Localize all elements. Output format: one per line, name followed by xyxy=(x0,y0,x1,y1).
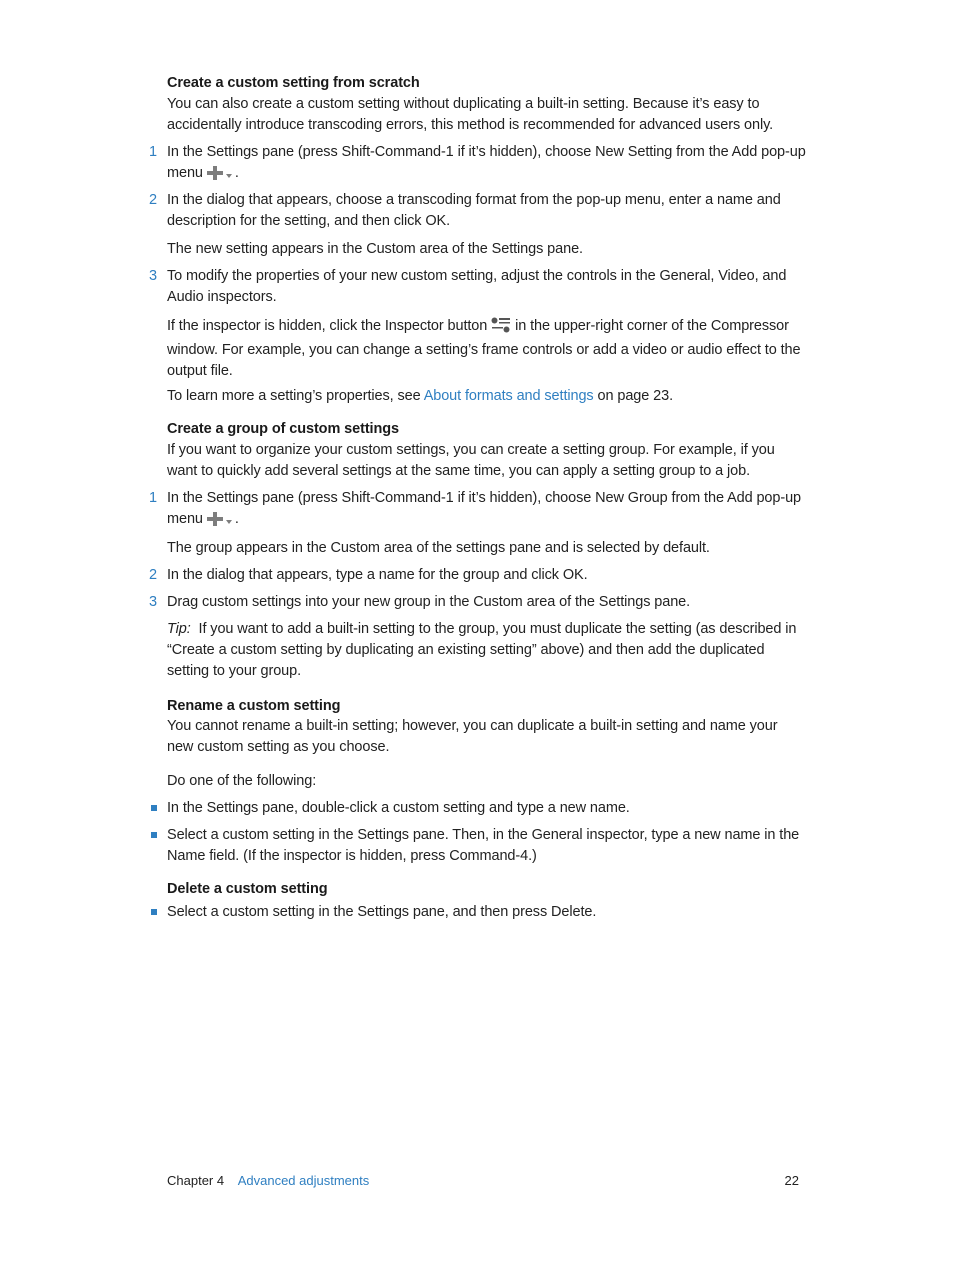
step-note xyxy=(167,316,807,382)
tip-label: Tip: xyxy=(167,621,191,637)
section-heading-rename: Rename a custom setting xyxy=(167,698,341,714)
learn-more-text: To learn more a setting’s properties, see xyxy=(167,388,421,404)
section-intro-group: If you want to organize your custom settings, you can create a setting group. For example, if you want to quickly add several settings at the same time, you can apply a setting group to a job. xyxy=(167,442,775,479)
bullet-marker xyxy=(151,909,157,915)
step-text-end: . xyxy=(234,511,239,527)
step-text: In the dialog that appears, choose a transcoding format from the pop-up menu, enter a name and description for the setting, and then click OK. xyxy=(167,192,781,229)
inspector-button-icon xyxy=(491,317,511,340)
bullet-text: Select a custom setting in the Settings pane. Then, in the General inspector, type a new name in the Name field. (If the inspector is hidden, press Command-4.) xyxy=(167,827,800,864)
step-number: 2 xyxy=(149,567,158,583)
section-intro-rename: You cannot rename a built-in setting; however, you can duplicate a built-in setting and name your new custom setting as you choose. xyxy=(167,718,778,755)
page-number: 22 xyxy=(784,1173,799,1188)
step-text xyxy=(167,142,807,187)
bullet-text: Select a custom setting in the Settings pane, and then press Delete. xyxy=(167,904,597,920)
step-number: 3 xyxy=(149,594,158,610)
add-popup-menu-icon xyxy=(207,512,235,533)
add-popup-menu-icon xyxy=(207,166,235,187)
bullet-marker xyxy=(151,832,157,838)
step-number: 3 xyxy=(149,268,158,284)
step-note: The group appears in the Custom area of the settings pane and is selected by default. xyxy=(167,540,710,556)
step-note-part: If the inspector is hidden, click the Inspector button xyxy=(167,318,488,334)
bullet-marker xyxy=(151,805,157,811)
step-text: In the dialog that appears, type a name for the group and click OK. xyxy=(167,567,588,583)
section-heading-scratch: Create a custom setting from scratch xyxy=(167,75,420,91)
bullet-text: In the Settings pane, double-click a custom setting and type a new name. xyxy=(167,800,630,816)
step-text-end: . xyxy=(234,165,239,181)
step-text-part: In the Settings pane (press Shift-Command-1 if it’s hidden), choose New Setting from the Add pop-up menu xyxy=(167,144,806,181)
page-footer xyxy=(167,1172,799,1190)
about-formats-link[interactable]: About formats and settings xyxy=(423,388,594,404)
learn-more-page: on page 23. xyxy=(597,388,674,404)
step-text: To modify the properties of your new custom setting, adjust the controls in the General, Video, and Audio inspectors. xyxy=(167,268,787,305)
tip-text: If you want to add a built-in setting to the group, you must duplicate the setting (as described in “Create a custom setting by duplicating an existing setting” above) and then add the duplicated setting to your group. xyxy=(167,621,797,679)
lead-text: Do one of the following: xyxy=(167,773,317,789)
step-number: 1 xyxy=(149,490,158,506)
step-text xyxy=(167,488,807,533)
step-text-part: In the Settings pane (press Shift-Command-1 if it’s hidden), choose New Group from the Add pop-up menu xyxy=(167,490,802,527)
step-number: 1 xyxy=(149,144,158,160)
section-heading-delete: Delete a custom setting xyxy=(167,881,328,897)
tip-paragraph xyxy=(167,619,807,682)
footer-chapter-title-link[interactable]: Advanced adjustments xyxy=(237,1173,370,1188)
learn-more xyxy=(167,386,807,407)
footer-chapter: Chapter 4 xyxy=(167,1173,225,1188)
section-heading-group: Create a group of custom settings xyxy=(167,421,399,437)
step-text: Drag custom settings into your new group in the Custom area of the Settings pane. xyxy=(167,594,691,610)
step-number: 2 xyxy=(149,192,158,208)
step-note: The new setting appears in the Custom area of the Settings pane. xyxy=(167,241,583,257)
section-intro-scratch: You can also create a custom setting without duplicating a built-in setting. Because it’s easy to accidentally introduce transcoding errors, this method is recommended for advanced users only. xyxy=(167,96,774,133)
step-note-part: in the upper-right corner of the Compressor window. For example, you can change a setting’s frame controls or add a video or audio effect to the output file. xyxy=(167,318,801,379)
